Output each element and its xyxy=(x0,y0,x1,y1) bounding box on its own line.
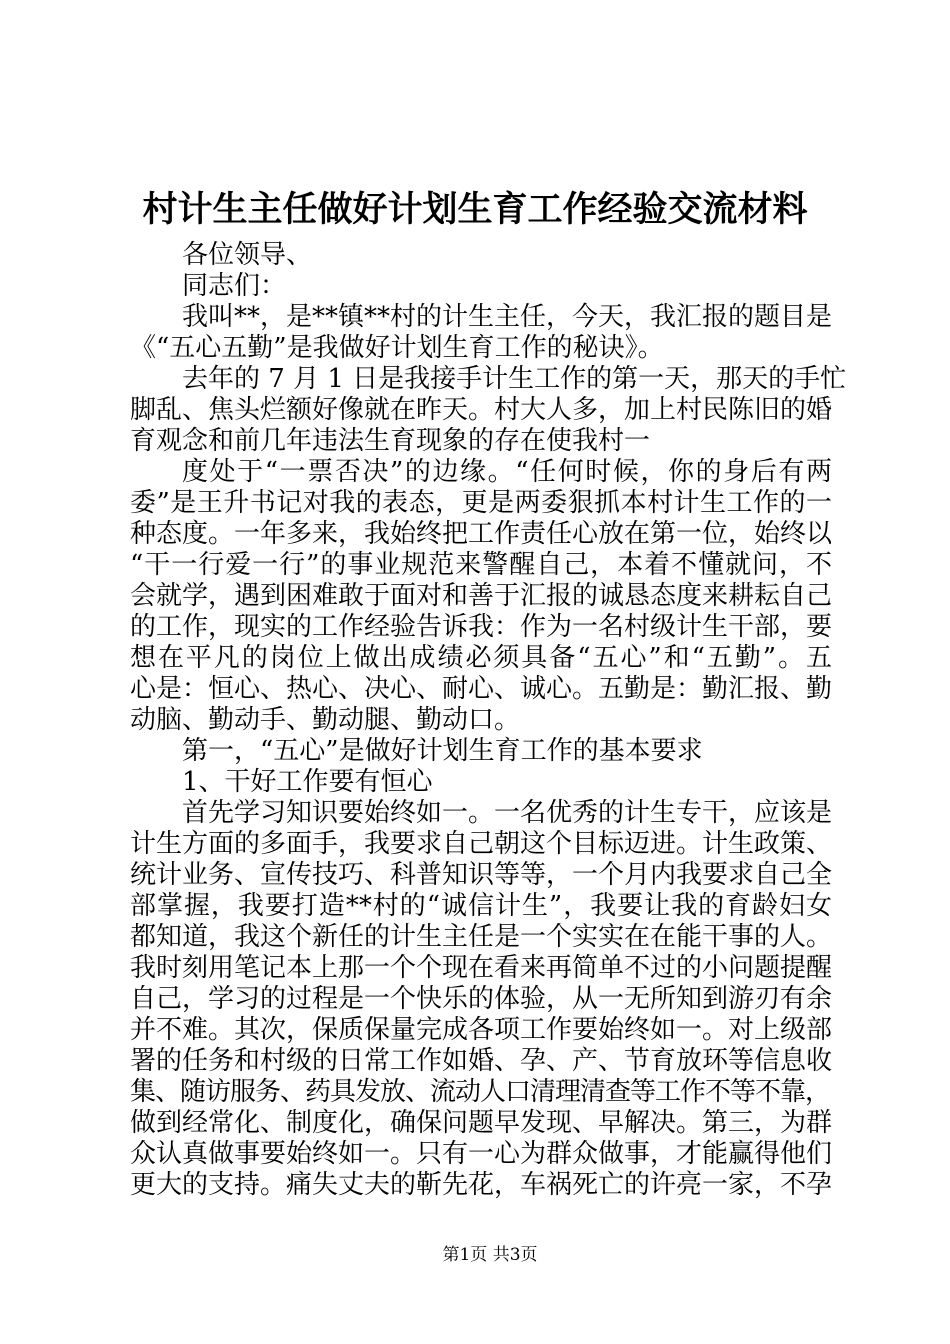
body-line: 种态度。一年多来，我始终把工作责任心放在第一位，始终以 xyxy=(130,519,833,549)
body-line: 首先学习知识要始终如一。一名优秀的计生专干，应该是 xyxy=(182,798,833,828)
body-line: 署的任务和村级的日常工作如婚、孕、产、节育放环等信息收 xyxy=(130,1046,833,1076)
page-number-footer: 第1页 共3页 xyxy=(442,1245,538,1265)
body-line: 委”是王升书记对我的表态，更是两委狠抓本村计生工作的一 xyxy=(130,488,832,518)
body-line: 集、随访服务、药具发放、流动人口清理清查等工作不等不靠， xyxy=(130,1077,831,1107)
body-line: 统计业务、宣传技巧、科普知识等等，一个月内我要求自己全 xyxy=(130,860,833,890)
body-line: 做到经常化、制度化，确保问题早发现、早解决。第三，为群 xyxy=(130,1108,833,1138)
body-line: 想在平凡的岗位上做出成绩必须具备“五心”和“五勤”。五 xyxy=(130,643,832,673)
body-line: 并不难。其次，保质保量完成各项工作要始终如一。对上级部 xyxy=(130,1015,833,1045)
body-line: 去年的 7 月 1 日是我接手计生工作的第一天，那天的手忙 xyxy=(182,364,847,394)
body-line: 动脑、勤动手、勤动腿、勤动口。 xyxy=(130,705,521,735)
salutation-line: 各位领导、 xyxy=(182,240,313,270)
body-line: 育观念和前几年违法生育现象的存在使我村一 xyxy=(130,426,651,456)
body-line: 更大的支持。痛失丈夫的靳先花，车祸死亡的许亮一家，不孕 xyxy=(130,1170,833,1200)
body-line: 部掌握，我要打造**村的“诚信计生”，我要让我的育龄妇女 xyxy=(130,891,832,921)
body-line: 度处于“一票否决”的边缘。“任何时候，你的身后有两 xyxy=(182,457,832,487)
body-line: 自己，学习的过程是一个快乐的体验，从一无所知到游刃有余 xyxy=(130,984,833,1014)
body-line: 《“五心五勤”是我做好计划生育工作的秘诀》。 xyxy=(130,333,664,363)
body-line: 我时刻用笔记本上那一个个现在看来再简单不过的小问题提醒 xyxy=(130,953,833,983)
body-line: 我叫**，是**镇**村的计生主任，今天，我汇报的题目是 xyxy=(182,302,833,332)
body-line: 心是：恒心、热心、决心、耐心、诚心。五勤是：勤汇报、勤 xyxy=(130,674,833,704)
section-heading: 第一，“五心”是做好计划生育工作的基本要求 xyxy=(182,736,703,766)
body-line: 都知道，我这个新任的计生主任是一个实实在在能干事的人。 xyxy=(130,922,833,952)
body-line: “干一行爱一行”的事业规范来警醒自己，本着不懂就问，不 xyxy=(130,550,832,580)
body-line: 众认真做事要始终如一。只有一心为群众做事，才能赢得他们 xyxy=(130,1139,833,1169)
subsection-heading: 1、干好工作要有恒心 xyxy=(182,767,433,797)
body-line: 会就学，遇到困难敢于面对和善于汇报的诚恳态度来耕耘自己 xyxy=(130,581,833,611)
document-title: 村计生主任做好计划生育工作经验交流材料 xyxy=(142,189,808,230)
body-line: 脚乱、焦头烂额好像就在昨天。村大人多，加上村民陈旧的婚 xyxy=(130,395,833,425)
document-body xyxy=(130,240,847,1201)
body-line: 的工作，现实的工作经验告诉我：作为一名村级计生干部，要 xyxy=(130,612,833,642)
body-line: 计生方面的多面手，我要求自己朝这个目标迈进。计生政策、 xyxy=(130,829,833,859)
salutation-line: 同志们： xyxy=(182,271,287,301)
